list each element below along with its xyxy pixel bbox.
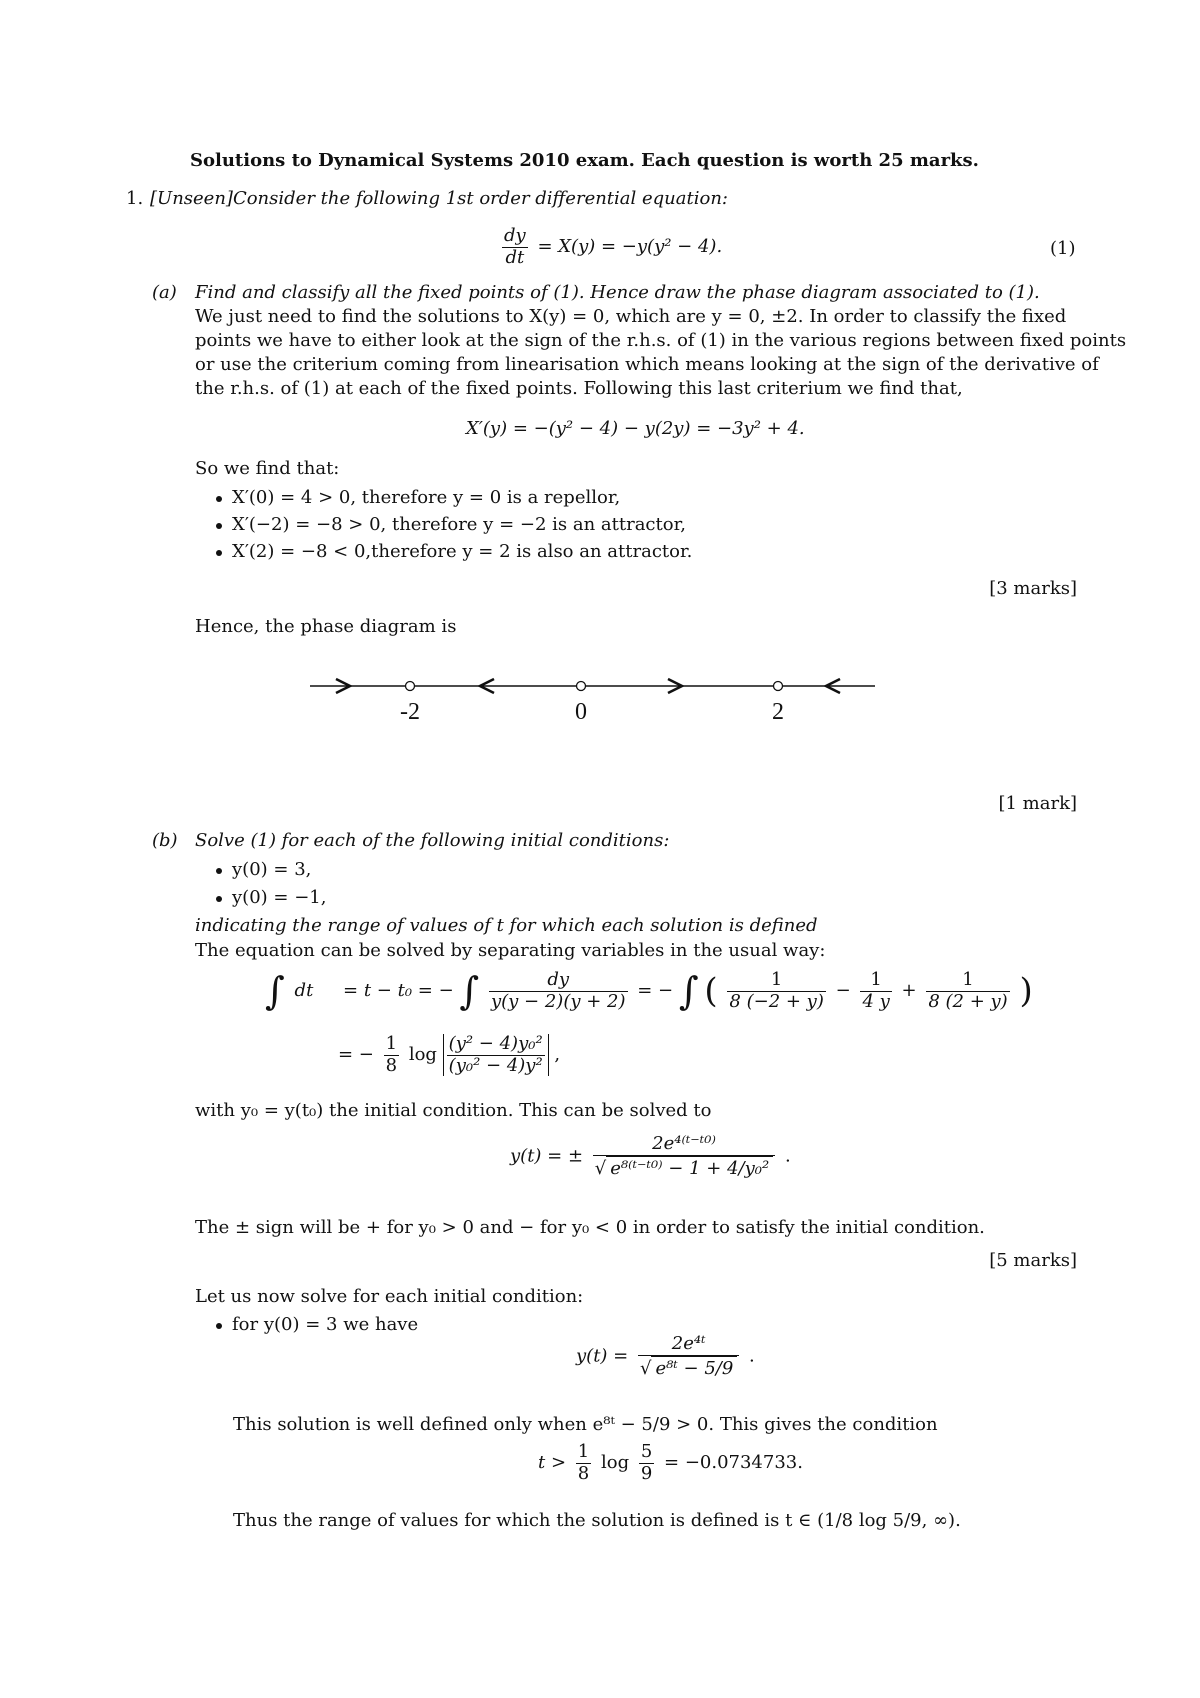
log-word: log bbox=[600, 1452, 630, 1474]
condition-inequality bbox=[538, 1442, 803, 1496]
with-y0: with y₀ = y(t₀) the initial condition. This can be solved to bbox=[195, 1100, 712, 1121]
marks-3: [3 marks] bbox=[989, 578, 1077, 599]
case-1-fraction: $\frac{\text{2e⁴ᵗ}}{\text{√ e⁸ᵗ − 5/9}}$ bbox=[638, 1334, 739, 1379]
phase-label-neg2: -2 bbox=[400, 699, 420, 725]
sqrt-icon: √ bbox=[640, 1357, 652, 1379]
period: . bbox=[749, 1345, 755, 1367]
indicating-range: indicating the range of values of t for which each solution is defined bbox=[195, 915, 818, 936]
sqrt-icon: √ bbox=[594, 1157, 607, 1179]
minus-sign: − bbox=[835, 980, 851, 1002]
paren-close-icon: ) bbox=[1019, 971, 1033, 1012]
general-solution-fraction: $\frac{\text{2e⁴⁽ᵗ⁻ᵗ⁰⁾}}{\text{√ e⁸⁽ᵗ⁻ᵗ⁰⁾ − 1 + 4/y₀²}}$ bbox=[593, 1134, 775, 1179]
sign-note: The ± sign will be + for y₀ > 0 and − for y₀ < 0 in order to satisfy the initial condition. bbox=[195, 1217, 985, 1238]
plus-sign: + bbox=[901, 980, 917, 1002]
bullet-dot bbox=[216, 868, 222, 874]
log-argument-fraction: $\frac{\text{(y² − 4)y₀²}}{\text{(y₀² − 4)y²}}$ bbox=[448, 1033, 543, 1076]
phase-diagram bbox=[300, 665, 890, 725]
question-number: 1. bbox=[126, 188, 144, 209]
derivative-equation: X′(y) = −(y² − 4) − y(2y) = −3y² + 4. bbox=[466, 418, 805, 439]
part-a-prompt: Find and classify all the fixed points of (1). Hence draw the phase diagram associated to (1). bbox=[195, 282, 1040, 303]
integral-sign-icon: ∫ bbox=[678, 969, 699, 1014]
bullet-attractor-neg2: X′(−2) = −8 > 0, therefore y = −2 is an attractor, bbox=[232, 514, 686, 535]
well-defined: This solution is well defined only when e⁸ᵗ − 5/9 > 0. This gives the condition bbox=[233, 1414, 938, 1435]
page-heading: Solutions to Dynamical Systems 2010 exam. Each question is worth 25 marks. bbox=[190, 150, 979, 171]
phase-label-2: 2 bbox=[772, 699, 784, 725]
case-1: for y(0) = 3 we have bbox=[232, 1314, 419, 1335]
integral-dt: dt bbox=[294, 980, 314, 1002]
phase-intro: Hence, the phase diagram is bbox=[195, 616, 457, 637]
integral-equals-2: = − bbox=[637, 980, 674, 1002]
one-eighth-fraction: $\frac{1}{8}$ bbox=[385, 1033, 398, 1076]
integral-sign-icon: ∫ bbox=[265, 969, 285, 1014]
bullet-dot bbox=[216, 496, 222, 502]
range-statement: Thus the range of values for which the solution is defined is t ∈ (1/8 log 5/9, ∞). bbox=[233, 1510, 961, 1531]
fixed-point-0-marker bbox=[577, 682, 586, 691]
question-intro: [Unseen]Consider the following 1st order differential equation: bbox=[150, 188, 728, 209]
condition-rhs: = −0.0734733. bbox=[664, 1452, 803, 1474]
part-a-line-4: the r.h.s. of (1) at each of the fixed points. Following this last criterium we find that, bbox=[195, 378, 963, 399]
condition-1: y(0) = 3, bbox=[232, 859, 312, 880]
part-b-prompt: Solve (1) for each of the following initial conditions: bbox=[195, 830, 670, 851]
bullet-dot bbox=[216, 523, 222, 529]
integral-fraction: $\frac{dy}{y(y - 2)(y + 2)}$ bbox=[490, 969, 626, 1012]
bullet-repellor: X′(0) = 4 > 0, therefore y = 0 is a repellor, bbox=[232, 487, 621, 508]
general-solution bbox=[510, 1134, 791, 1196]
paren-open-icon: ( bbox=[704, 971, 718, 1012]
partial-fraction-1: $\frac{1}{8 (-2 + y)}$ bbox=[729, 969, 824, 1012]
marks-1: [1 mark] bbox=[998, 793, 1077, 814]
integral-line-1 bbox=[265, 970, 1033, 1030]
integral-line-2-equals: = − bbox=[338, 1044, 374, 1066]
integral-sign-icon: ∫ bbox=[459, 969, 480, 1014]
bullet-dot bbox=[216, 1323, 222, 1329]
partial-fraction-3: $\frac{1}{8 (2 + y)}$ bbox=[928, 969, 1008, 1012]
case-1-lhs: y(t) = bbox=[576, 1345, 629, 1367]
condition-2: y(0) = −1, bbox=[232, 887, 327, 908]
equation-1 bbox=[498, 226, 722, 268]
part-a-line-2: points we have to either look at the sign of the r.h.s. of (1) in the various regions between fixed points bbox=[195, 330, 1127, 351]
equation-1-rhs: = X(y) = −y(y² − 4). bbox=[537, 236, 723, 258]
equation-1-label: (1) bbox=[1050, 238, 1076, 259]
let-us-solve: Let us now solve for each initial condition: bbox=[195, 1286, 584, 1307]
bullet-dot bbox=[216, 896, 222, 902]
part-a-line-1: We just need to find the solutions to X(y) = 0, which are y = 0, ±2. In order to classify the fixed bbox=[195, 306, 1067, 327]
separating-variables: The equation can be solved by separating variables in the usual way: bbox=[195, 940, 826, 961]
absolute-value bbox=[443, 1034, 549, 1076]
so-we-find: So we find that: bbox=[195, 458, 340, 479]
part-b-label: (b) bbox=[152, 830, 178, 851]
dy-dt-fraction: $\frac{dy}{dt}$ bbox=[504, 225, 526, 268]
comma: , bbox=[554, 1044, 561, 1066]
general-solution-lhs: y(t) = ± bbox=[510, 1145, 584, 1167]
integral-line-2 bbox=[338, 1034, 560, 1088]
part-a-label: (a) bbox=[152, 282, 177, 303]
fixed-point-neg2-marker bbox=[406, 682, 415, 691]
fixed-point-2-marker bbox=[774, 682, 783, 691]
bullet-attractor-2: X′(2) = −8 < 0,therefore y = 2 is also an attractor. bbox=[232, 541, 693, 562]
marks-5: [5 marks] bbox=[989, 1250, 1077, 1271]
one-eighth-fraction: $\frac{1}{8}$ bbox=[577, 1441, 590, 1484]
integral-equals-1: = t − t₀ = − bbox=[343, 980, 454, 1002]
partial-fraction-2: $\frac{1}{4 y}$ bbox=[862, 969, 890, 1012]
bullet-dot bbox=[216, 550, 222, 556]
five-ninths-fraction: $\frac{5}{9}$ bbox=[640, 1441, 653, 1484]
condition-lhs: t > bbox=[538, 1452, 567, 1474]
case-1-solution bbox=[576, 1334, 755, 1394]
log-word: log bbox=[408, 1044, 437, 1066]
period: . bbox=[784, 1145, 791, 1167]
phase-label-0: 0 bbox=[575, 699, 587, 725]
part-a-line-3: or use the criterium coming from linearisation which means looking at the sign of the derivative of bbox=[195, 354, 1099, 375]
